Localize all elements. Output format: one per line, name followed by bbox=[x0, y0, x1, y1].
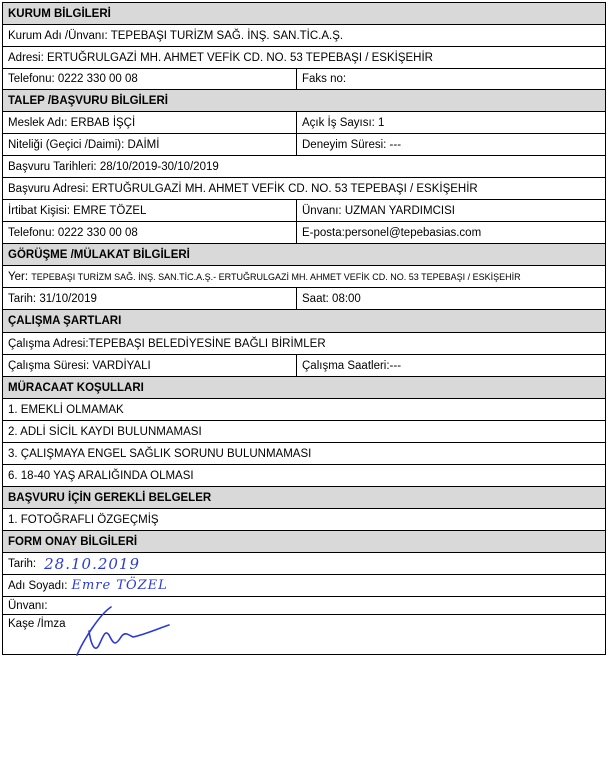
signature-image bbox=[69, 601, 179, 657]
job-posting-form bbox=[2, 2, 606, 655]
section-header-belgeler bbox=[3, 486, 605, 508]
row-irtibat bbox=[3, 199, 605, 221]
gorusme-tarih: Tarih: 31/10/2019 bbox=[3, 288, 297, 309]
basvuru-adresi: Başvuru Adresi: ERTUĞRULGAZİ MH. AHMET VEFİK CD. NO. 53 TEPEBAŞI / ESKİŞEHİR bbox=[8, 182, 478, 195]
gorusme-yer-label: Yer: bbox=[8, 270, 29, 283]
list-item bbox=[3, 420, 605, 442]
gorusme-yer-value: TEPEBAŞI TURİZM SAĞ. İNŞ. SAN.TİC.A.Ş.- ERTUĞRULGAZİ MH. AHMET VEFİK CD. NO. 53 TEPEBAŞI / ESKİŞEHİR bbox=[31, 271, 521, 282]
muracaat-item-2: 2. ADLİ SİCİL KAYDI BULUNMAMASI bbox=[8, 425, 202, 438]
section-title: KURUM BİLGİLERİ bbox=[8, 7, 111, 20]
row-kurum-adres bbox=[3, 46, 605, 68]
row-kase-imza bbox=[3, 614, 605, 654]
kurum-adi: Kurum Adı /Ünvanı: TEPEBAŞI TURİZM SAĞ. İNŞ. SAN.TİC.A.Ş. bbox=[8, 29, 344, 42]
acik-is-sayisi: Açık İş Sayısı: 1 bbox=[302, 116, 385, 129]
onay-adi-handwritten: Emre TÖZEL bbox=[71, 578, 168, 593]
row-gorusme-tarih bbox=[3, 287, 605, 309]
row-gorusme-yer bbox=[3, 265, 605, 287]
muracaat-item-3: 3. ÇALIŞMAYA ENGEL SAĞLIK SORUNU BULUNMAMASI bbox=[8, 447, 312, 460]
kase-imza-label: Kaşe /İmza bbox=[8, 618, 66, 630]
calisma-adresi: Çalışma Adresi:TEPEBAŞI BELEDİYESİNE BAĞLI BİRİMLER bbox=[8, 337, 326, 350]
row-talep-telefon bbox=[3, 221, 605, 243]
section-title: MÜRACAAT KOŞULLARI bbox=[8, 381, 144, 394]
talep-telefon: Telefonu: 0222 330 00 08 bbox=[3, 222, 297, 243]
belge-item-1: 1. FOTOĞRAFLI ÖZGEÇMİŞ bbox=[8, 513, 159, 526]
meslek-adi: Meslek Adı: ERBAB İŞÇİ bbox=[3, 112, 297, 133]
section-header-kurum bbox=[3, 3, 605, 24]
onay-adi-soyadi bbox=[3, 575, 605, 596]
section-title: FORM ONAY BİLGİLERİ bbox=[8, 535, 138, 548]
onay-adi-label: Adı Soyadı: bbox=[8, 579, 68, 592]
kurum-faks: Faks no: bbox=[302, 73, 347, 85]
row-kurum-telefon bbox=[3, 68, 605, 89]
row-calisma-suresi bbox=[3, 354, 605, 376]
list-item bbox=[3, 442, 605, 464]
row-basvuru-adresi bbox=[3, 177, 605, 199]
row-calisma-adres bbox=[3, 332, 605, 354]
kurum-adres: Adresi: ERTUĞRULGAZİ MH. AHMET VEFİK CD. NO. 53 TEPEBAŞI / ESKİŞEHİR bbox=[8, 51, 433, 64]
list-item bbox=[3, 398, 605, 420]
gorusme-yer bbox=[3, 266, 605, 287]
muracaat-item-4: 6. 18-40 YAŞ ARALIĞINDA OLMASI bbox=[8, 469, 194, 482]
onay-unvani: Ünvanı: bbox=[8, 599, 48, 612]
section-title: ÇALIŞMA ŞARTLARI bbox=[8, 315, 122, 327]
row-kurum-adi bbox=[3, 24, 605, 46]
row-onay-adi bbox=[3, 574, 605, 596]
kurum-telefon: Telefonu: 0222 330 00 08 bbox=[3, 69, 297, 89]
list-item bbox=[3, 508, 605, 530]
gorusme-saat: Saat: 08:00 bbox=[302, 292, 361, 305]
section-header-calisma bbox=[3, 309, 605, 332]
row-basvuru-tarihleri bbox=[3, 155, 605, 177]
row-meslek bbox=[3, 111, 605, 133]
onay-tarih-label: Tarih: bbox=[8, 557, 37, 570]
muracaat-item-1: 1. EMEKLİ OLMAMAK bbox=[8, 403, 124, 416]
list-item bbox=[3, 464, 605, 486]
basvuru-tarihleri: Başvuru Tarihleri: 28/10/2019-30/10/2019 bbox=[8, 160, 219, 173]
deneyim-suresi: Deneyim Süresi: --- bbox=[302, 138, 402, 151]
calisma-saatleri: Çalışma Saatleri:--- bbox=[302, 359, 402, 372]
section-title: TALEP /BAŞVURU BİLGİLERİ bbox=[8, 94, 168, 107]
row-niteligi bbox=[3, 133, 605, 155]
onay-tarih bbox=[3, 553, 605, 574]
calisma-suresi: Çalışma Süresi: VARDİYALI bbox=[3, 355, 297, 376]
niteligi: Niteliği (Geçici /Daimi): DAİMİ bbox=[3, 134, 297, 155]
section-header-talep bbox=[3, 89, 605, 111]
section-title: GÖRÜŞME /MÜLAKAT BİLGİLERİ bbox=[8, 248, 190, 261]
section-header-muracaat bbox=[3, 376, 605, 398]
onay-tarih-handwritten: 28.10.2019 bbox=[44, 554, 141, 573]
section-header-onay bbox=[3, 530, 605, 552]
talep-eposta: E-posta:personel@tepebasias.com bbox=[302, 226, 482, 239]
irtibat-unvani: Ünvanı: UZMAN YARDIMCISI bbox=[302, 204, 455, 217]
section-title: BAŞVURU İÇİN GEREKLİ BELGELER bbox=[8, 491, 212, 504]
row-onay-tarih bbox=[3, 552, 605, 574]
irtibat-kisisi: İrtibat Kişisi: EMRE TÖZEL bbox=[3, 200, 297, 221]
section-header-gorusme bbox=[3, 243, 605, 265]
